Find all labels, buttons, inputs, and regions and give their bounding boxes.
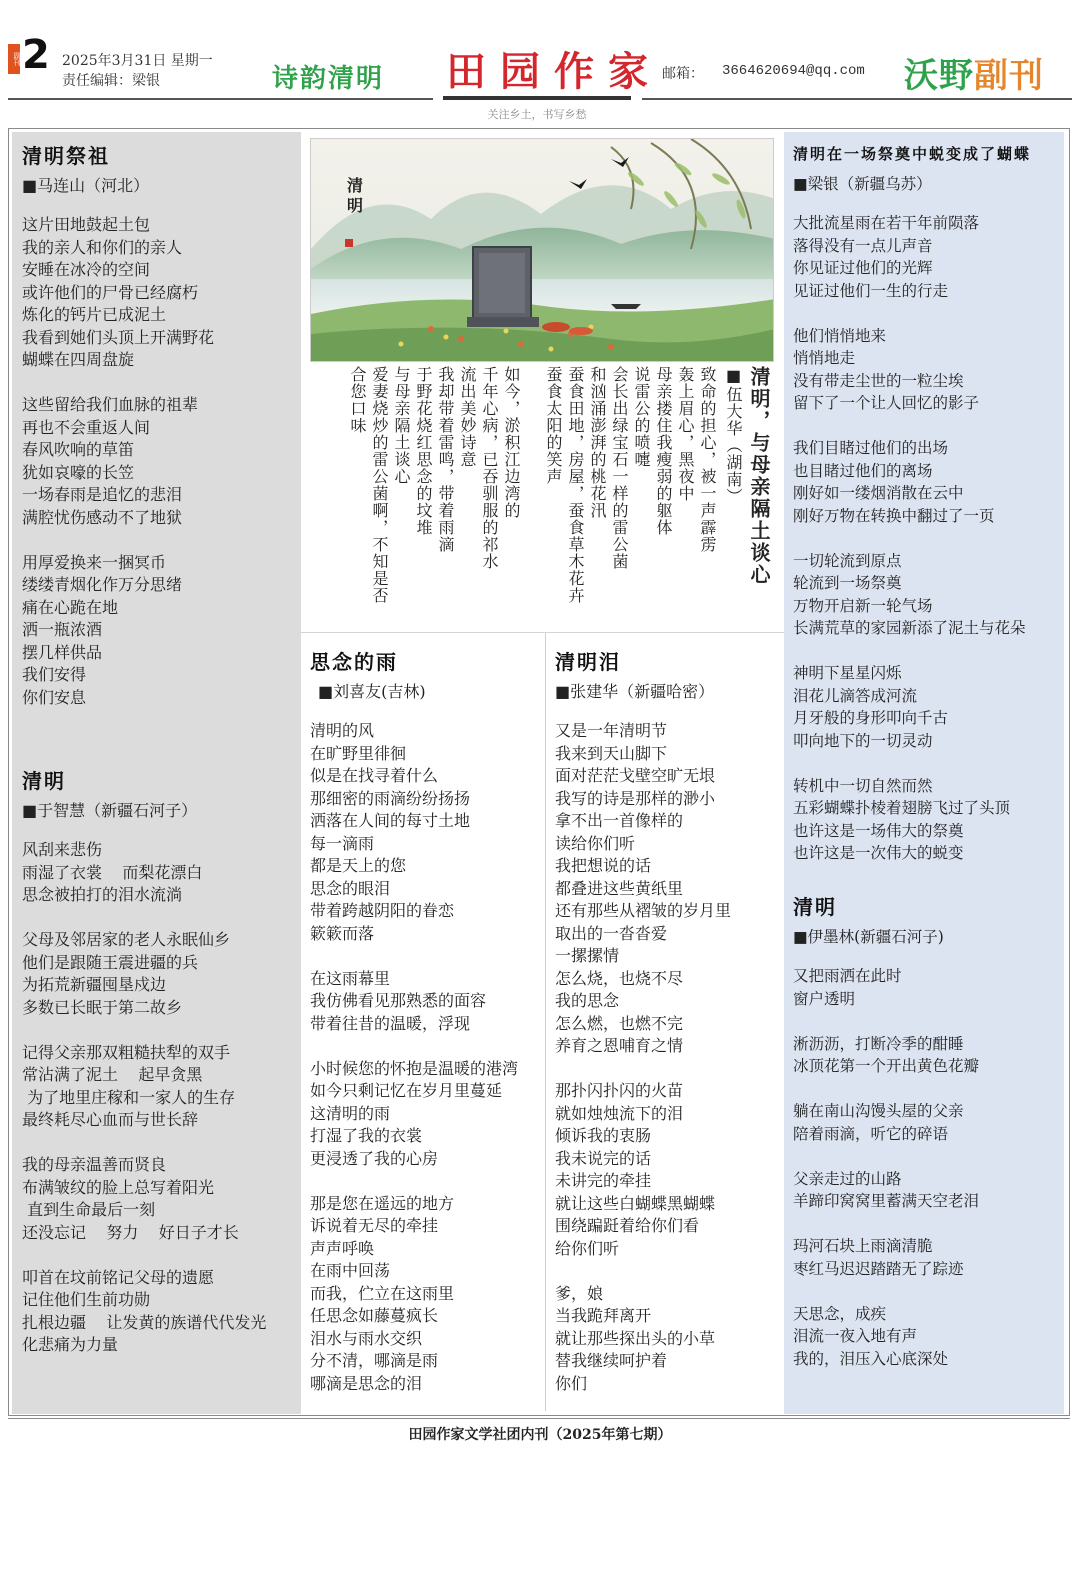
poem-line: 泪流一夜入地有声 xyxy=(793,1327,918,1345)
poem-line: 诉说着无尽的牵挂 xyxy=(310,1216,439,1235)
poem-line: 一切轮流到原点 xyxy=(793,551,902,570)
poem-line: 还没忘记 努力 好日子才长 xyxy=(22,1222,239,1242)
vertical-poem xyxy=(318,366,774,628)
poem-line: 痛在心跪在地 xyxy=(22,597,119,617)
poem-line: 与母亲隔土谈心 xyxy=(392,366,411,485)
svg-text:明: 明 xyxy=(347,196,364,215)
poem-qingming-lei xyxy=(555,648,780,1395)
poem-line: 你见证过他们的光辉 xyxy=(793,259,933,277)
footer-rule xyxy=(8,1418,1070,1419)
poem-line: 蚕食田地，房屋，蚕食草木花卉 xyxy=(566,366,585,604)
poem-line: 布满皱纹的脸上总写着阳光 xyxy=(22,1177,215,1197)
poem-line: 都叠进这些黄纸里 xyxy=(555,878,684,898)
poem-line: 转机中一切自然而然 xyxy=(793,776,933,795)
poem-line: 我写的诗是那样的渺小 xyxy=(555,788,716,808)
poem-line: 落得没有一点儿声音 xyxy=(793,236,933,255)
poem-line: 雨湿了衣裳 而梨花漂白 xyxy=(22,862,203,882)
stanza-break xyxy=(22,1244,297,1267)
poem-line: 扎根边疆 让发黄的族谱代代发光 xyxy=(22,1312,267,1332)
poem-line: 炼化的钙片已成泥土 xyxy=(22,305,167,324)
poem-line: 于野花烧红思念的坟堆 xyxy=(414,366,433,536)
section-title-right xyxy=(904,48,1044,97)
poem-line: 常沾满了泥土 起早贪黑 xyxy=(22,1065,203,1084)
poem-line: 再也不会重返人间 xyxy=(22,417,151,437)
poem-line: 声声呼唤 xyxy=(310,1238,375,1258)
vertical-poem-columns xyxy=(318,366,774,628)
poem-line: 叩向地下的一切灵动 xyxy=(793,731,933,750)
stanza-break xyxy=(793,527,1061,550)
poem-body xyxy=(793,965,1061,1370)
poem-line: 神明下星星闪烁 xyxy=(793,664,902,682)
section-title-right-b: 副刊 xyxy=(974,56,1044,96)
seal-stamp xyxy=(345,239,353,247)
stanza-break xyxy=(793,1280,1061,1303)
poem-line: 躺在南山沟馒头屋的父亲 xyxy=(793,1102,964,1120)
poem-line: 更浸透了我的心房 xyxy=(310,1148,439,1168)
poem-qingming-jizu xyxy=(22,142,297,709)
poem-line: 洒一瓶浓酒 xyxy=(22,620,103,639)
stanza-break xyxy=(522,366,542,628)
poem-line: 怎么燃，也燃不完 xyxy=(555,1013,684,1033)
poem-line: 叩首在坟前铭记父母的遗愿 xyxy=(22,1267,215,1287)
poem-line: 泪花儿滴答成河流 xyxy=(793,686,918,705)
poem-body xyxy=(310,720,542,1395)
poem-body xyxy=(22,214,297,709)
landscape-painting xyxy=(310,138,774,362)
poem-line: 又把雨洒在此时 xyxy=(793,967,902,985)
poem-line: 大批流星雨在若干年前陨落 xyxy=(793,214,980,232)
masthead xyxy=(0,0,1080,128)
poem-line: 那细密的雨滴纷纷扬扬 xyxy=(310,788,471,808)
poem-line: 最终耗尽心血而与世长辞 xyxy=(22,1110,199,1129)
poem-line: 千年心病，已吞驯服的祁水 xyxy=(480,366,499,570)
poem-line: 面对茫茫戈壁空旷无垠 xyxy=(555,766,716,785)
poem-line: 当我跪拜离开 xyxy=(555,1306,652,1325)
poem-line: 他们悄悄地来 xyxy=(793,326,887,345)
poem-line: 我们目睹过他们的出场 xyxy=(793,439,949,457)
stanza-break xyxy=(793,1213,1061,1236)
poem-line: 我的，泪压入心底深处 xyxy=(793,1349,949,1368)
poem-line: 玛河石块上雨滴清脆 xyxy=(793,1237,933,1255)
painting-illustration xyxy=(311,139,774,362)
poem-line: 读给你们听 xyxy=(555,833,636,853)
poem-line: 在这雨幕里 xyxy=(310,968,391,988)
poem-line: 打湿了我的衣裳 xyxy=(310,1126,423,1145)
poem-line: 倾诉我的衷肠 xyxy=(555,1126,652,1145)
poem-line: 我仿佛看见那熟悉的面容 xyxy=(310,991,487,1010)
poem-line: 簌簌而落 xyxy=(310,923,375,943)
poem-line: 我把想说的话 xyxy=(555,856,652,875)
poem-line: 说雷公的喷嚏 xyxy=(632,366,651,468)
poem-line: 小时候您的怀抱是温暖的港湾 xyxy=(310,1058,519,1078)
poem-line: 替我继续呵护着 xyxy=(555,1351,668,1370)
poem-line: 和汹涌澎湃的桃花汛 xyxy=(588,366,607,519)
poem-line: 就如烛烛流下的泪 xyxy=(555,1103,684,1123)
poem-line: 怎么烧，也烧不尽 xyxy=(555,968,684,988)
poem-line: 清明的风 xyxy=(310,721,375,740)
poem-line: 一摞摞情 xyxy=(555,946,620,965)
poem-line: 那扑闪扑闪的火苗 xyxy=(555,1081,684,1100)
poem-line: 化悲痛为力量 xyxy=(22,1335,119,1354)
header-rule xyxy=(642,98,1072,100)
poem-line: 为了地里庄稼和一家人的生存 xyxy=(22,1087,236,1107)
poem-line: 这些留给我们血脉的祖辈 xyxy=(22,395,199,414)
poem-line: 轰上眉心，黑夜中 xyxy=(676,366,695,502)
page-number: 2 xyxy=(22,32,50,78)
poem-line: 就让那些探出头的小草 xyxy=(555,1328,716,1348)
poem-line: 春风吹响的草笛 xyxy=(22,440,135,459)
poem-line: 直到生命最后一刻 xyxy=(22,1200,156,1219)
poem-sinian-de-yu xyxy=(310,648,542,1395)
poem-line: 万物开启新一轮气场 xyxy=(793,596,933,615)
poem-line: 天思念，成疾 xyxy=(793,1304,887,1323)
poem-line: 这片田地鼓起土包 xyxy=(22,215,151,234)
poem-line: 记住他们生前功勋 xyxy=(22,1290,151,1309)
stanza-break xyxy=(793,640,1061,663)
poem-line: 父母及邻居家的老人永眠仙乡 xyxy=(22,930,231,949)
stanza-break xyxy=(793,302,1061,325)
poem-qingming-yu xyxy=(22,767,297,1357)
poem-line: 这清明的雨 xyxy=(310,1103,391,1123)
poem-line: 洒落在人间的每寸土地 xyxy=(310,811,471,830)
poem-line: 摆几样供品 xyxy=(22,642,103,662)
paper-title: 田园作家 xyxy=(446,48,662,95)
poem-line: 我看到她们头顶上开满野花 xyxy=(22,327,215,347)
center-divider xyxy=(301,632,784,633)
poem-line: 未讲完的牵挂 xyxy=(555,1171,652,1190)
poem-line: 爹，娘 xyxy=(555,1283,604,1303)
poem-line: 围绕蹁跹着给你们看 xyxy=(555,1216,700,1235)
stanza-break xyxy=(22,372,297,395)
poem-line: 泪水与雨水交织 xyxy=(310,1328,423,1348)
poem-line: 流出美妙诗意 xyxy=(458,366,477,468)
poem-line: 或许他们的尸骨已经腐朽 xyxy=(22,282,199,302)
poem-line: 我未说完的话 xyxy=(555,1148,652,1168)
poem-qingming-yi xyxy=(793,893,1061,1370)
poem-line: 为拓荒新疆囤垦戍边 xyxy=(22,975,167,994)
poem-line: 你们安息 xyxy=(22,687,87,707)
poem-line: 犹如哀嚎的长笠 xyxy=(22,462,135,482)
poem-line: 思念被拍打的泪水流淌 xyxy=(22,885,183,904)
stanza-break xyxy=(555,1260,780,1283)
poem-line: 会长出绿宝石一样的雷公菌 xyxy=(610,366,629,570)
editor-credit: 责任编辑：梁银 xyxy=(62,73,160,89)
poem-line: 一场春雨是追忆的悲泪 xyxy=(22,485,183,504)
poem-line: 就让这些白蝴蝶黑蝴蝶 xyxy=(555,1193,716,1213)
poem-line: 每一滴雨 xyxy=(310,833,375,853)
poem-line: 爱妻烧炒的雷公菌啊，不知是否 xyxy=(370,366,389,604)
poem-line: 没有带走尘世的一粒尘埃 xyxy=(793,371,964,390)
stanza-break xyxy=(22,1019,297,1042)
poem-title: 清明在一场祭奠中蜕变成了蝴蝶 xyxy=(793,145,1032,163)
stanza-break xyxy=(22,1132,297,1155)
poem-line: 长满荒草的家园新添了泥土与花朵 xyxy=(793,619,1026,637)
poem-line: 留下了一个让人回忆的影子 xyxy=(793,394,980,412)
poem-line: 还有那些从褶皱的岁月里 xyxy=(555,901,732,920)
poem-line: 拿不出一首像样的 xyxy=(555,811,684,830)
poem-line: 淅沥沥，打断冷季的酣睡 xyxy=(793,1034,964,1053)
poem-line: 刚好万物在转换中翻过了一页 xyxy=(793,506,995,525)
poem-line: 养育之恩哺育之情 xyxy=(555,1036,684,1055)
poem-line: 他们是跟随王震进疆的兵 xyxy=(22,952,199,972)
stanza-break xyxy=(793,1145,1061,1168)
poem-title: 清明 xyxy=(793,895,837,919)
mail-address[interactable]: 3664620694@qq.com xyxy=(722,63,865,79)
poem-line: 轮流到一场祭奠 xyxy=(793,574,902,592)
stanza-break xyxy=(310,1035,542,1058)
poem-line: 如今，淤积江边湾的 xyxy=(502,366,521,519)
poem-line: 见证过他们一生的行走 xyxy=(793,281,949,300)
poem-line: 满腔忧伤感动不了地狱 xyxy=(22,507,183,527)
poem-line: 羊蹄印窝窝里蓄满天空老泪 xyxy=(793,1192,980,1210)
poem-line: 那是您在遥远的地方 xyxy=(310,1193,455,1213)
poem-line: 你们 xyxy=(555,1373,588,1393)
poem-line: 带着跨越阴阳的眷恋 xyxy=(310,901,455,920)
stanza-break xyxy=(310,1170,542,1193)
poem-line: 也许这是一次伟大的蜕变 xyxy=(793,844,964,862)
poem-line: 多数已长眠于第二故乡 xyxy=(22,997,183,1017)
stanza-break xyxy=(22,529,297,552)
stanza-break xyxy=(793,1078,1061,1101)
poem-line: 合您口味 xyxy=(348,366,367,434)
poem-line: 致命的担心，被一声霹雳 xyxy=(698,366,717,553)
mail-label: 邮箱： xyxy=(662,66,704,82)
poem-line: 在旷野里徘徊 xyxy=(310,743,407,763)
poem-author: ■张建华（新疆哈密） xyxy=(555,682,715,701)
poem-author: ■梁银（新疆乌苏） xyxy=(793,175,932,193)
stanza-break xyxy=(22,907,297,930)
poem-line: 蚕食太阳的笑声 xyxy=(544,366,563,485)
poem-line: 又是一年清明节 xyxy=(555,721,668,740)
poem-title: 清明泪 xyxy=(555,650,621,674)
poem-line: 带着往昔的温暖，浮现 xyxy=(310,1013,471,1033)
edition-tag: 副刊 xyxy=(8,44,20,74)
issue-date: 2025年3月31日 星期一 xyxy=(62,53,213,69)
vertical-poem-title: 清明，与母亲隔土谈心 xyxy=(747,366,771,586)
poem-author: ■刘喜友(吉林) xyxy=(318,682,426,701)
poem-line: 冰顶花第一个开出黄色花瓣 xyxy=(793,1057,980,1075)
poem-line: 悄悄地走 xyxy=(793,349,856,367)
poem-line: 哪滴是思念的泪 xyxy=(310,1373,423,1393)
stanza-break xyxy=(555,1058,780,1081)
poem-line: 风刮来悲伤 xyxy=(22,840,103,859)
poem-line: 我却带着雷鸣，带着雨滴 xyxy=(436,366,455,553)
poem-line: 五彩蝴蝶扑棱着翅膀飞过了头顶 xyxy=(793,799,1011,817)
poem-line: 也许这是一场伟大的祭奠 xyxy=(793,821,964,840)
poem-title: 清明祭祖 xyxy=(22,144,110,168)
poem-line: 我的母亲温善而贤良 xyxy=(22,1155,167,1174)
section-title-left: 诗韵清明 xyxy=(272,64,385,94)
poem-line: 用厚爱换来一捆冥币 xyxy=(22,552,167,572)
poem-line: 窗户透明 xyxy=(793,989,856,1008)
poem-body xyxy=(793,212,1061,865)
poem-line: 也目睹过他们的离场 xyxy=(793,461,933,480)
stanza-break xyxy=(793,1010,1061,1033)
painting-calligraphy: 清 xyxy=(347,176,364,195)
poem-hudie xyxy=(793,140,1061,865)
poem-line: 刚好如一缕烟消散在云中 xyxy=(793,484,964,502)
poem-line: 思念的眼泪 xyxy=(310,878,391,898)
stanza-break xyxy=(793,415,1061,438)
poem-line: 月牙般的身形叩向千古 xyxy=(793,709,949,727)
poem-line: 我的亲人和你们的亲人 xyxy=(22,237,183,257)
poem-line: 任思念如藤蔓疯长 xyxy=(310,1306,439,1325)
poem-line: 我的思念 xyxy=(555,991,620,1010)
poem-line: 父亲走过的山路 xyxy=(793,1169,902,1188)
poem-line: 分不清，哪滴是雨 xyxy=(310,1351,439,1370)
poem-body xyxy=(555,720,780,1395)
poem-line: 给你们听 xyxy=(555,1238,620,1258)
poem-line: 如今只剩记忆在岁月里蔓延 xyxy=(310,1081,503,1100)
footer-note: 田园作家文学社团内刊（2025年第七期） xyxy=(408,1427,672,1443)
paper-slogan: 关注乡土，书写乡愁 xyxy=(487,108,587,121)
poem-line: 而我，伫立在这雨里 xyxy=(310,1283,455,1303)
poem-body xyxy=(22,839,297,1357)
poem-line: 陪着雨滴，听它的碎语 xyxy=(793,1124,949,1143)
poem-line: 我来到天山脚下 xyxy=(555,743,668,763)
poem-title: 清明 xyxy=(22,769,66,793)
poem-title: 思念的雨 xyxy=(310,650,398,674)
poem-author: ■于智慧（新疆石河子） xyxy=(22,801,198,820)
stanza-break xyxy=(793,752,1061,775)
poem-author: ■马连山（河北） xyxy=(22,176,150,195)
poem-line: 都是天上的您 xyxy=(310,856,407,875)
poem-line: 取出的一沓沓爱 xyxy=(555,923,668,943)
poem-line: 记得父亲那双粗糙扶犁的双手 xyxy=(22,1042,231,1062)
poem-line: 在雨中回荡 xyxy=(310,1261,391,1280)
poem-author: ■伊墨林(新疆石河子) xyxy=(793,928,944,946)
poem-line: 蝴蝶在四周盘旋 xyxy=(22,350,135,369)
poem-line: 安睡在冰冷的空间 xyxy=(22,260,151,279)
section-title-right-a: 沃野 xyxy=(904,56,974,96)
poem-line: 母亲搂住我瘦弱的躯体 xyxy=(654,366,673,536)
stanza-break xyxy=(310,945,542,968)
header-rule xyxy=(443,96,631,100)
poem-line: 缕缕青烟化作万分思绪 xyxy=(22,575,183,594)
column-divider xyxy=(545,633,546,1411)
poem-line: 我们安得 xyxy=(22,665,87,684)
vertical-poem-author: ■伍大华（湖南） xyxy=(724,366,743,505)
poem-line: 枣红马迟迟踏踏无了踪迹 xyxy=(793,1259,964,1278)
poem-line: 似是在找寻着什么 xyxy=(310,766,439,785)
header-rule xyxy=(8,98,433,100)
